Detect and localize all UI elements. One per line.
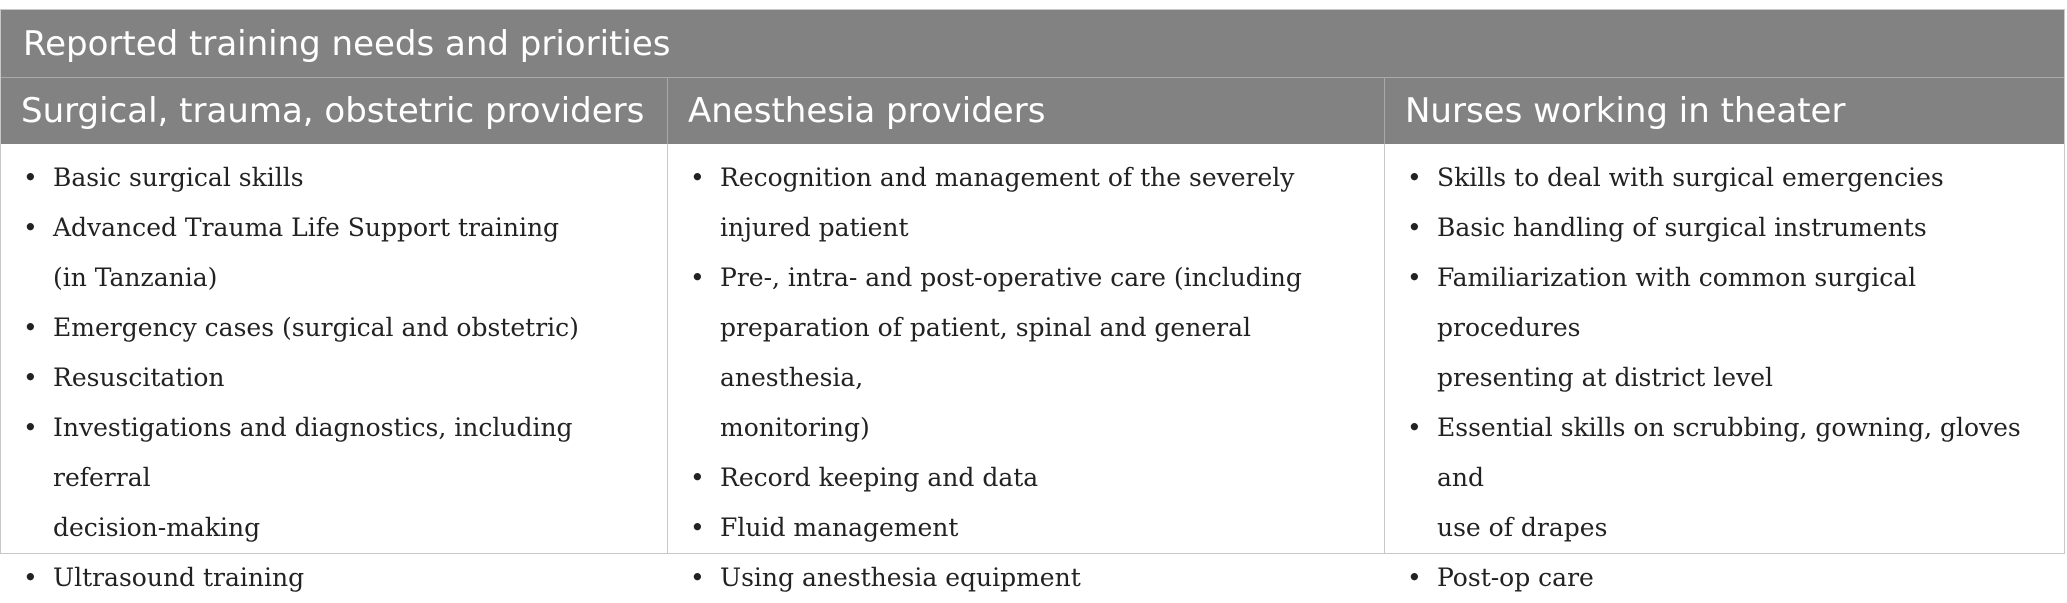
column-header-anesthesia: Anesthesia providers <box>667 78 1384 144</box>
list-item-line: • Familiarization with common surgical procedures <box>1437 263 1917 342</box>
list-item <box>1 153 667 203</box>
nurses-list <box>1385 153 2064 603</box>
list-item <box>1 553 667 603</box>
list-item <box>1 403 667 553</box>
anesthesia-list <box>668 153 1384 603</box>
list-item-line: preparation of patient, spinal and general anesthesia, <box>720 313 1251 392</box>
list-item <box>1 353 667 403</box>
column-header-nurses: Nurses working in theater <box>1384 78 2064 144</box>
table-header-row <box>1 77 2064 144</box>
list-item-line: • Fluid management <box>720 513 959 542</box>
list-item <box>1 303 667 353</box>
list-item-line: injured patient <box>720 213 909 242</box>
surgical-cell <box>1 144 667 592</box>
list-item <box>668 253 1384 453</box>
list-item <box>668 553 1384 603</box>
list-item-line: • Basic surgical skills <box>53 163 304 192</box>
list-item <box>1385 203 2064 253</box>
list-item-line: • Emergency cases (surgical and obstetric) <box>53 313 579 342</box>
list-item <box>1385 153 2064 203</box>
list-item-line: presenting at district level <box>1437 363 1773 392</box>
list-item <box>1385 403 2064 553</box>
list-item-line: decision-making <box>53 513 261 542</box>
list-item-line: monitoring) <box>720 413 870 442</box>
table-body-row <box>1 144 2064 592</box>
surgical-list <box>1 153 667 603</box>
list-item <box>668 503 1384 553</box>
list-item-line: • Ultrasound training <box>53 563 305 592</box>
list-item-line: • Skills to deal with surgical emergencies <box>1437 163 1944 192</box>
list-item <box>1385 253 2064 403</box>
list-item-line: • Essential skills on scrubbing, gowning, gloves and <box>1437 413 2021 492</box>
anesthesia-cell <box>667 144 1384 592</box>
list-item-line: (in Tanzania) <box>53 263 218 292</box>
table-title: Reported training needs and priorities <box>1 10 2064 77</box>
list-item-line: • Pre-, intra- and post-operative care (including <box>720 263 1302 292</box>
list-item <box>1 203 667 303</box>
list-item-line: • Investigations and diagnostics, including referral <box>53 413 573 492</box>
list-item-line: • Resuscitation <box>53 363 225 392</box>
list-item-line: • Basic handling of surgical instruments <box>1437 213 1927 242</box>
list-item <box>668 153 1384 253</box>
training-needs-table <box>0 9 2065 592</box>
nurses-cell <box>1384 144 2064 592</box>
list-item <box>668 453 1384 503</box>
list-item-line: use of drapes <box>1437 513 1608 542</box>
column-header-surgical: Surgical, trauma, obstetric providers <box>21 91 645 131</box>
list-item-line: • Using anesthesia equipment <box>720 563 1081 592</box>
list-item-line: • Record keeping and data <box>720 463 1039 492</box>
list-item-line: • Recognition and management of the severely <box>720 163 1295 192</box>
list-item-line: • Post-op care <box>1437 563 1594 592</box>
list-item-line: • Advanced Trauma Life Support training <box>53 213 560 242</box>
list-item <box>1385 553 2064 603</box>
